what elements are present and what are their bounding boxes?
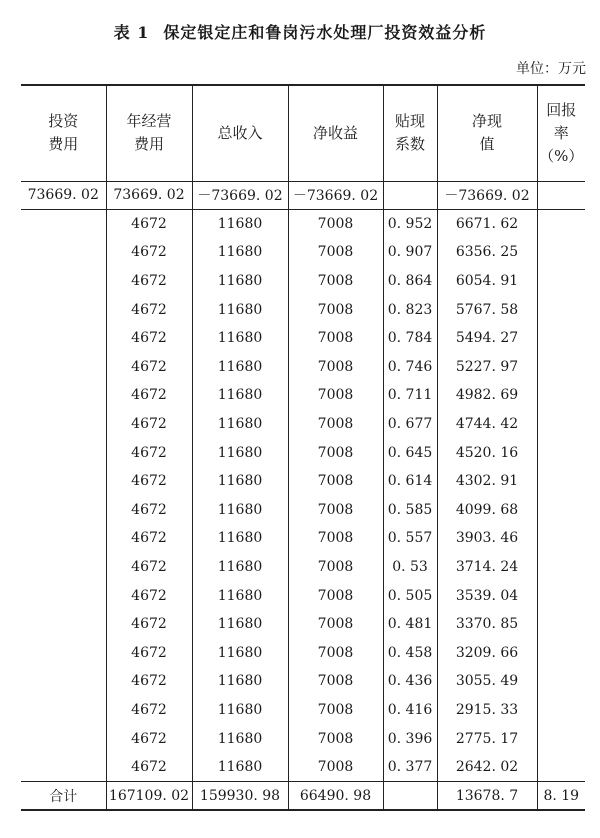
table-row bbox=[21, 553, 585, 582]
table-cell: 7008 bbox=[288, 553, 383, 582]
table-cell: 4672 bbox=[106, 639, 192, 668]
table-cell: 73669. 02 bbox=[106, 181, 192, 210]
table-row bbox=[21, 696, 585, 725]
column-header-line: 净收益 bbox=[312, 123, 358, 142]
table-cell: 0. 377 bbox=[383, 753, 437, 782]
column-header-line: 年经营 bbox=[126, 112, 172, 131]
table-cell: 11680 bbox=[192, 267, 288, 296]
table-cell: 0. 746 bbox=[383, 353, 437, 382]
table-cell: 2915. 33 bbox=[437, 696, 537, 725]
table-row bbox=[21, 753, 585, 782]
table-cell: 4672 bbox=[106, 724, 192, 753]
table-cell: 13678. 7 bbox=[437, 781, 537, 810]
table-cell: 4672 bbox=[106, 553, 192, 582]
table-row bbox=[21, 581, 585, 610]
table-title-text: 保定银定庄和鲁岗污水处理厂投资效益分析 bbox=[163, 23, 487, 42]
table-cell: 4672 bbox=[106, 267, 192, 296]
table-cell: 4672 bbox=[106, 581, 192, 610]
investment-row bbox=[21, 181, 585, 210]
table-cell bbox=[21, 724, 106, 753]
table-cell: 7008 bbox=[288, 238, 383, 267]
table-cell: 7008 bbox=[288, 496, 383, 525]
table-cell: 7008 bbox=[288, 410, 383, 439]
table-cell bbox=[537, 610, 585, 639]
table-cell: 8. 19 bbox=[537, 781, 585, 810]
table-cell bbox=[21, 267, 106, 296]
table-cell: 4672 bbox=[106, 324, 192, 353]
table-cell bbox=[537, 267, 585, 296]
table-cell bbox=[21, 410, 106, 439]
table-cell: 0. 952 bbox=[383, 210, 437, 239]
table-cell bbox=[21, 324, 106, 353]
table-cell bbox=[537, 438, 585, 467]
table-cell: 7008 bbox=[288, 667, 383, 696]
table-cell: 4302. 91 bbox=[437, 467, 537, 496]
table-cell bbox=[537, 696, 585, 725]
table-cell bbox=[21, 238, 106, 267]
table-cell: 11680 bbox=[192, 438, 288, 467]
table-cell: 3209. 66 bbox=[437, 639, 537, 668]
table-cell: 4672 bbox=[106, 295, 192, 324]
table-cell: 11680 bbox=[192, 724, 288, 753]
table-cell bbox=[537, 553, 585, 582]
table-cell bbox=[21, 610, 106, 639]
table-cell: 5227. 97 bbox=[437, 353, 537, 382]
column-header bbox=[288, 85, 383, 181]
table-cell: 11680 bbox=[192, 696, 288, 725]
table-cell: －73669. 02 bbox=[437, 181, 537, 210]
table-cell bbox=[21, 381, 106, 410]
table-cell: 7008 bbox=[288, 610, 383, 639]
table-cell bbox=[537, 667, 585, 696]
table-row bbox=[21, 610, 585, 639]
table-cell bbox=[21, 753, 106, 782]
table-cell: 11680 bbox=[192, 467, 288, 496]
table-cell bbox=[21, 524, 106, 553]
table-cell bbox=[537, 295, 585, 324]
table-cell: 7008 bbox=[288, 581, 383, 610]
table-cell: 11680 bbox=[192, 524, 288, 553]
table-row bbox=[21, 724, 585, 753]
table-row bbox=[21, 295, 585, 324]
column-header-line: 净现 bbox=[471, 112, 502, 131]
table-cell: 3714. 24 bbox=[437, 553, 537, 582]
table-cell bbox=[21, 353, 106, 382]
table-cell: 4672 bbox=[106, 210, 192, 239]
table-cell: 11680 bbox=[192, 295, 288, 324]
table-row bbox=[21, 496, 585, 525]
column-header bbox=[192, 85, 288, 181]
table-row bbox=[21, 210, 585, 239]
table-cell: 4672 bbox=[106, 238, 192, 267]
table-cell: 7008 bbox=[288, 467, 383, 496]
table-cell: 0. 436 bbox=[383, 667, 437, 696]
table-cell: 0. 458 bbox=[383, 639, 437, 668]
table-cell: 11680 bbox=[192, 210, 288, 239]
table-cell: 11680 bbox=[192, 496, 288, 525]
table-cell: 0. 711 bbox=[383, 381, 437, 410]
table-cell: 5494. 27 bbox=[437, 324, 537, 353]
column-header-line: 率 bbox=[553, 123, 569, 142]
table-cell: 0. 416 bbox=[383, 696, 437, 725]
column-header-line: 费用 bbox=[133, 135, 164, 154]
table-cell: 11680 bbox=[192, 610, 288, 639]
table-cell: 4672 bbox=[106, 467, 192, 496]
table-cell: 6356. 25 bbox=[437, 238, 537, 267]
table-row bbox=[21, 639, 585, 668]
table-cell: 0. 907 bbox=[383, 238, 437, 267]
table-cell: 0. 677 bbox=[383, 410, 437, 439]
table-row bbox=[21, 438, 585, 467]
table-cell: 4672 bbox=[106, 667, 192, 696]
table-cell: 167109. 02 bbox=[106, 781, 192, 810]
column-header-line: 投资 bbox=[48, 112, 79, 131]
column-header bbox=[437, 85, 537, 181]
table-cell: 3539. 04 bbox=[437, 581, 537, 610]
table-cell: 11680 bbox=[192, 238, 288, 267]
table-number: 表 1 bbox=[113, 23, 150, 42]
column-header bbox=[21, 85, 106, 181]
table-cell: 4672 bbox=[106, 610, 192, 639]
table-row bbox=[21, 667, 585, 696]
total-row bbox=[21, 781, 585, 810]
table-cell: 7008 bbox=[288, 724, 383, 753]
table-cell: 11680 bbox=[192, 639, 288, 668]
column-header-line: （%） bbox=[539, 146, 584, 165]
table-cell: 11680 bbox=[192, 410, 288, 439]
table-body bbox=[21, 181, 585, 810]
table-cell: 4672 bbox=[106, 410, 192, 439]
table-cell: 11680 bbox=[192, 667, 288, 696]
table-cell: 3055. 49 bbox=[437, 667, 537, 696]
table-cell: 0. 53 bbox=[383, 553, 437, 582]
column-header bbox=[383, 85, 437, 181]
table-title bbox=[0, 20, 600, 43]
table-cell bbox=[21, 295, 106, 324]
table-cell: 2775. 17 bbox=[437, 724, 537, 753]
column-header-line: 值 bbox=[479, 135, 495, 154]
table-cell: －73669. 02 bbox=[288, 181, 383, 210]
table-cell: 7008 bbox=[288, 696, 383, 725]
table-cell: 合计 bbox=[21, 781, 106, 810]
table-cell: 5767. 58 bbox=[437, 295, 537, 324]
table-cell: 11680 bbox=[192, 553, 288, 582]
table-cell: 4672 bbox=[106, 353, 192, 382]
table-cell: 11680 bbox=[192, 381, 288, 410]
investment-benefit-table bbox=[21, 84, 585, 811]
table-cell: 0. 557 bbox=[383, 524, 437, 553]
table-row bbox=[21, 238, 585, 267]
table-cell bbox=[537, 753, 585, 782]
table-cell: 4672 bbox=[106, 524, 192, 553]
table-cell: 6054. 91 bbox=[437, 267, 537, 296]
table-row bbox=[21, 381, 585, 410]
table-cell bbox=[537, 724, 585, 753]
table-cell bbox=[537, 524, 585, 553]
column-header bbox=[106, 85, 192, 181]
table-cell: 159930. 98 bbox=[192, 781, 288, 810]
table-cell: 66490. 98 bbox=[288, 781, 383, 810]
table-cell: 0. 481 bbox=[383, 610, 437, 639]
table-cell: 7008 bbox=[288, 267, 383, 296]
table-cell: 11680 bbox=[192, 581, 288, 610]
table-cell: －73669. 02 bbox=[192, 181, 288, 210]
table-row bbox=[21, 410, 585, 439]
table-cell: 0. 645 bbox=[383, 438, 437, 467]
table-cell bbox=[21, 210, 106, 239]
table-cell: 0. 614 bbox=[383, 467, 437, 496]
unit-label: 单位：万元 bbox=[516, 61, 586, 77]
table-cell: 4672 bbox=[106, 381, 192, 410]
header-row bbox=[21, 85, 585, 181]
table-cell: 4982. 69 bbox=[437, 381, 537, 410]
table-cell: 0. 784 bbox=[383, 324, 437, 353]
table-cell: 4520. 16 bbox=[437, 438, 537, 467]
table-cell bbox=[21, 496, 106, 525]
table-cell bbox=[537, 410, 585, 439]
table-row bbox=[21, 267, 585, 296]
table-cell bbox=[21, 438, 106, 467]
table-cell: 6671. 62 bbox=[437, 210, 537, 239]
table-cell bbox=[21, 639, 106, 668]
column-header-line: 总收入 bbox=[217, 123, 263, 142]
table-cell: 4099. 68 bbox=[437, 496, 537, 525]
table-cell: 11680 bbox=[192, 753, 288, 782]
table-cell bbox=[21, 696, 106, 725]
table-cell: 7008 bbox=[288, 753, 383, 782]
table-cell: 0. 505 bbox=[383, 581, 437, 610]
table-cell: 4744. 42 bbox=[437, 410, 537, 439]
table-cell: 7008 bbox=[288, 381, 383, 410]
table-cell bbox=[537, 381, 585, 410]
table-cell: 73669. 02 bbox=[21, 181, 106, 210]
column-header-line: 贴现 bbox=[394, 112, 425, 131]
column-header bbox=[537, 85, 585, 181]
table-cell: 7008 bbox=[288, 438, 383, 467]
table-cell bbox=[383, 781, 437, 810]
table-cell bbox=[537, 181, 585, 210]
table-cell: 2642. 02 bbox=[437, 753, 537, 782]
table-cell: 7008 bbox=[288, 524, 383, 553]
table-cell bbox=[537, 496, 585, 525]
table-cell: 4672 bbox=[106, 496, 192, 525]
table-cell bbox=[537, 210, 585, 239]
table-cell: 11680 bbox=[192, 353, 288, 382]
column-header-line: 回报 bbox=[546, 100, 577, 119]
table-cell: 7008 bbox=[288, 295, 383, 324]
table-cell bbox=[537, 467, 585, 496]
table-cell: 7008 bbox=[288, 324, 383, 353]
table-cell: 0. 864 bbox=[383, 267, 437, 296]
table-cell bbox=[383, 181, 437, 210]
table-cell bbox=[537, 639, 585, 668]
table-cell: 3370. 85 bbox=[437, 610, 537, 639]
table-cell bbox=[537, 353, 585, 382]
table-cell bbox=[537, 581, 585, 610]
table-cell: 4672 bbox=[106, 753, 192, 782]
table-cell: 11680 bbox=[192, 324, 288, 353]
table-cell: 4672 bbox=[106, 696, 192, 725]
table-row bbox=[21, 353, 585, 382]
table-cell: 7008 bbox=[288, 353, 383, 382]
table-row bbox=[21, 524, 585, 553]
table-cell bbox=[21, 553, 106, 582]
table-cell: 0. 396 bbox=[383, 724, 437, 753]
table-cell: 7008 bbox=[288, 639, 383, 668]
table-cell bbox=[537, 238, 585, 267]
table-cell: 0. 823 bbox=[383, 295, 437, 324]
table-cell: 4672 bbox=[106, 438, 192, 467]
column-header-line: 系数 bbox=[394, 135, 425, 154]
table-row bbox=[21, 467, 585, 496]
table-cell bbox=[537, 324, 585, 353]
table-cell bbox=[21, 467, 106, 496]
table-cell: 0. 585 bbox=[383, 496, 437, 525]
table-cell: 7008 bbox=[288, 210, 383, 239]
column-header-line: 费用 bbox=[48, 135, 79, 154]
table-cell: 3903. 46 bbox=[437, 524, 537, 553]
table-cell bbox=[21, 581, 106, 610]
table-header bbox=[21, 85, 585, 181]
table-row bbox=[21, 324, 585, 353]
table-cell bbox=[21, 667, 106, 696]
